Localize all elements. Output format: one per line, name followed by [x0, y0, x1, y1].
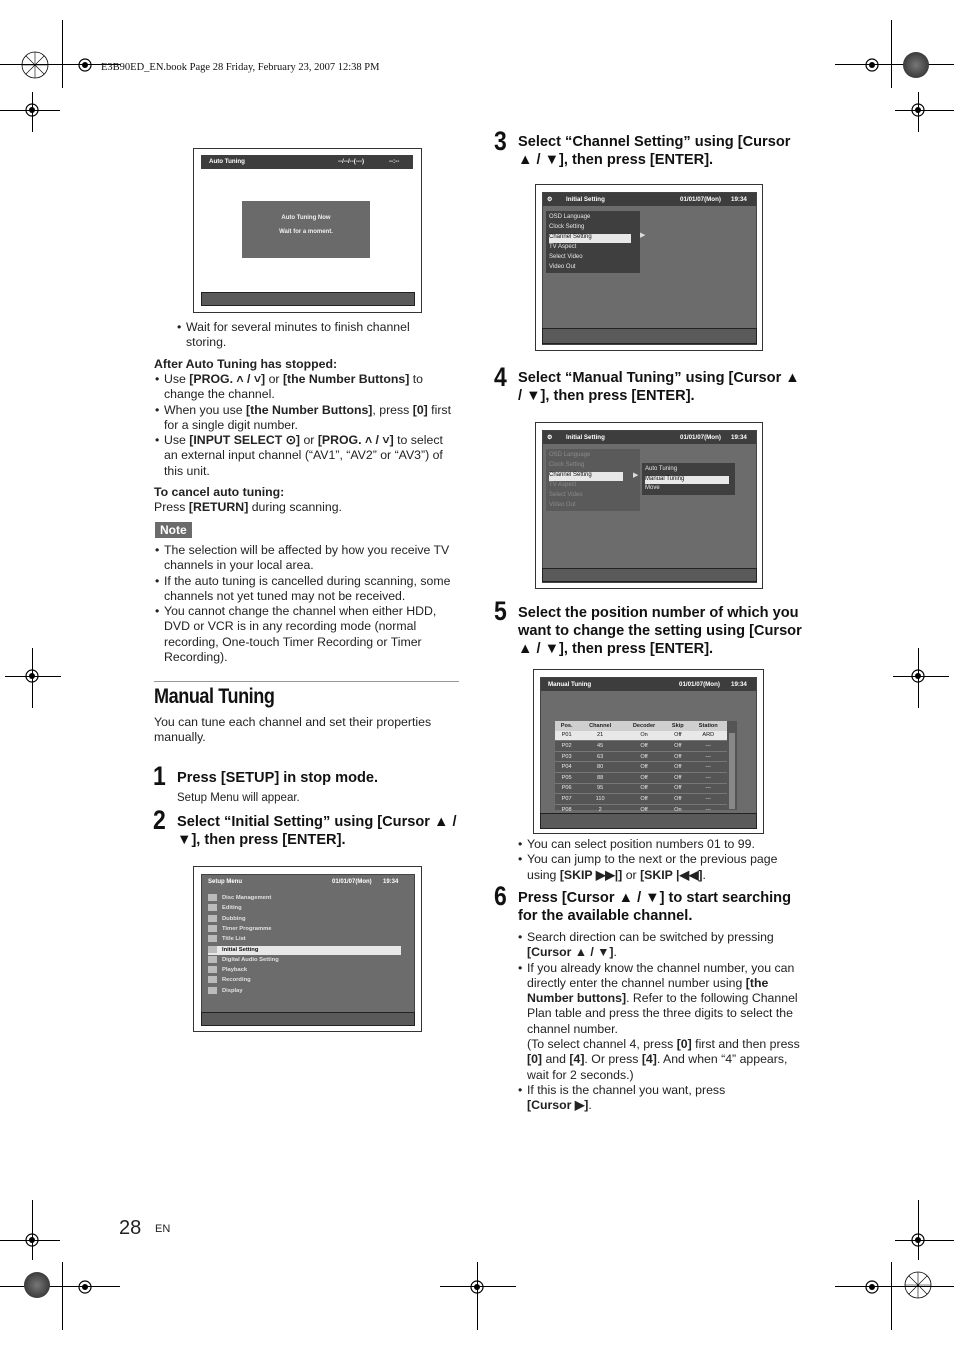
step-text: Select “Initial Setting” using [Cursor ▲ / ▼], then press [ENTER]. — [177, 814, 457, 848]
screen-time: --:-- — [389, 158, 400, 165]
screen-status-bar — [201, 1012, 415, 1026]
step-subtext: Setup Menu will appear. — [177, 792, 300, 804]
table-cell: Off — [640, 785, 648, 792]
message-box — [242, 201, 370, 258]
registration-target-icon — [70, 50, 100, 80]
table-header-cell: Channel — [589, 722, 612, 729]
step-number: 6 — [494, 881, 507, 911]
crop-mark — [835, 64, 954, 65]
screen-title-bar — [541, 678, 756, 691]
setup-menu-item[interactable] — [208, 915, 401, 924]
table-cell: --- — [705, 764, 712, 771]
registration-target-icon — [20, 50, 50, 80]
table-cell: P06 — [561, 785, 572, 792]
screen-status-bar — [542, 568, 757, 582]
table-cell: Off — [674, 795, 682, 802]
setup-menu-item-label: Display — [222, 987, 243, 994]
step5-notes — [518, 837, 808, 883]
after-list — [155, 372, 455, 479]
cancel-text: Press [RETURN] during scanning. — [154, 500, 342, 514]
table-cell: P07 — [561, 795, 572, 802]
registration-target-icon — [462, 1272, 492, 1302]
table-cell: 110 — [595, 795, 605, 802]
menu-item-icon — [208, 894, 217, 901]
registration-ball-icon — [24, 1272, 50, 1298]
menu-item-icon — [208, 915, 217, 922]
table-cell: P03 — [561, 753, 572, 760]
message-line-1: Auto Tuning Now — [281, 215, 331, 221]
table-header-cell: Pos. — [560, 722, 573, 729]
channel-submenu — [642, 463, 735, 495]
table-header-cell: Decoder — [632, 722, 656, 729]
table-header-cell: Station — [698, 722, 718, 729]
setup-menu-item-label: Title List — [222, 936, 246, 943]
table-cell: Off — [640, 795, 648, 802]
screen-status-bar — [542, 328, 757, 344]
step-number: 2 — [153, 805, 166, 835]
note-list — [155, 543, 460, 665]
screen-title: Setup Menu — [208, 879, 242, 885]
table-cell: Off — [640, 753, 648, 760]
menu-item[interactable]: Clock Setting — [549, 224, 585, 230]
table-cell: --- — [705, 753, 712, 760]
menu-item[interactable]: Video Out — [549, 502, 576, 508]
setup-menu-item[interactable] — [208, 935, 401, 944]
table-cell: Off — [640, 806, 648, 813]
table-cell: Off — [640, 764, 648, 771]
table-cell: Off — [640, 742, 648, 749]
step-number: 5 — [494, 596, 507, 626]
screen-title-bar — [543, 193, 756, 206]
screen-title: Initial Setting — [566, 196, 605, 203]
screen-time: 19:34 — [731, 434, 747, 441]
setup-menu-item-label: Disc Management — [222, 895, 272, 902]
menu-item[interactable]: OSD Language — [549, 452, 591, 458]
setup-menu-item-label: Playback — [222, 967, 248, 974]
table-cell: P02 — [561, 742, 572, 749]
table-cell: Off — [674, 753, 682, 760]
setup-menu-item[interactable] — [208, 966, 401, 975]
step-text: Press [SETUP] in stop mode. — [177, 770, 379, 786]
registration-target-icon — [903, 95, 933, 125]
auto-tuning-screen — [193, 148, 422, 313]
setup-menu-item[interactable] — [208, 976, 401, 985]
note-item: • If you already know the channel number, you can directly enter the channel number using [the Number buttons]. Refer to the following Channel Plan table and press the three digits to select the channel number. (To select channel 4, press [0] first and then press [0] and [4]. Or press [4]. And when “4” appears, wait for 2 seconds.) — [518, 961, 803, 1083]
setup-menu-item[interactable] — [208, 894, 401, 903]
screen-date: 01/01/07(Mon) — [680, 434, 721, 441]
crop-mark — [835, 1286, 954, 1287]
note-item: • The selection will be affected by how you receive TV channels in your local area. — [155, 543, 460, 574]
screen-title: Manual Tuning — [548, 681, 592, 688]
table-cell: P08 — [561, 806, 572, 813]
crop-mark — [891, 1262, 892, 1330]
menu-item[interactable]: OSD Language — [549, 214, 591, 220]
wait-note — [177, 320, 442, 351]
section-intro: You can tune each channel and set their properties manually. — [154, 715, 432, 745]
table-cell: P01 — [561, 732, 572, 739]
after-item: • When you use [the Number Buttons], press [0] first for a single digit number. — [155, 403, 455, 434]
table-header-row — [555, 721, 727, 731]
scrollbar[interactable] — [729, 733, 735, 809]
setup-menu-item-label: Initial Setting — [222, 946, 259, 953]
arrow-right-icon: ▶ — [640, 232, 646, 239]
menu-item[interactable]: Manual Tuning — [645, 476, 729, 485]
setup-menu-item[interactable] — [208, 956, 401, 965]
screen-title: Auto Tuning — [209, 158, 245, 165]
table-cell: Off — [674, 742, 682, 749]
table-row[interactable] — [555, 751, 727, 762]
initial-setting-screen — [535, 184, 763, 351]
screen-title-bar — [543, 431, 756, 444]
menu-item-icon — [208, 935, 217, 942]
registration-target-icon — [903, 661, 933, 691]
after-heading: After Auto Tuning has stopped: — [154, 357, 338, 371]
section-divider — [154, 681, 459, 682]
note-item: • You can select position numbers 01 to 99. — [518, 837, 808, 852]
table-cell: ARD — [702, 732, 715, 739]
channel-table-panel — [555, 721, 737, 813]
crop-mark — [891, 20, 892, 88]
setup-menu-item-label: Editing — [222, 905, 242, 912]
table-cell: Off — [674, 764, 682, 771]
language-code: EN — [155, 1223, 171, 1235]
registration-target-icon — [70, 1272, 100, 1302]
settings-icon: ⚙ — [547, 434, 553, 441]
table-cell: --- — [705, 785, 712, 792]
table-cell: 63 — [597, 753, 604, 760]
registration-ball-icon — [903, 52, 929, 78]
after-item: • Use [PROG. ˄ / ˅] or [the Number Buttons] to change the channel. — [155, 372, 455, 403]
table-cell: Off — [674, 774, 682, 781]
table-cell: On — [674, 806, 682, 813]
screen-date: 01/01/07(Mon) — [680, 196, 721, 203]
step-number: 4 — [494, 362, 507, 392]
note-item: • If the auto tuning is cancelled during scanning, some channels not yet tuned may not be received. — [155, 574, 460, 605]
table-cell: 2 — [598, 806, 602, 813]
menu-item[interactable]: Select Video — [549, 492, 583, 498]
screen-body — [540, 677, 757, 828]
registration-target-icon — [857, 50, 887, 80]
note-item: • If this is the channel you want, press [Cursor ▶]. — [518, 1083, 803, 1114]
menu-item-icon — [208, 904, 217, 911]
screen-body — [542, 430, 757, 583]
setup-menu-item[interactable] — [208, 946, 401, 955]
menu-item-icon — [208, 946, 217, 953]
table-cell: P04 — [561, 764, 572, 771]
table-cell: 80 — [597, 764, 604, 771]
settings-icon: ⚙ — [547, 196, 553, 203]
menu-item-icon — [208, 925, 217, 932]
menu-item[interactable]: Clock Setting — [549, 462, 585, 468]
screen-body — [201, 874, 415, 1025]
table-cell: P05 — [561, 774, 572, 781]
table-cell: --- — [705, 742, 712, 749]
note-label: Note — [155, 522, 192, 538]
step-text: Select “Manual Tuning” using [Cursor ▲ / ▼], then press [ENTER]. — [518, 370, 800, 404]
note-item: • Search direction can be switched by pressing [Cursor ▲ / ▼]. — [518, 930, 803, 961]
screen-body — [542, 192, 757, 345]
arrow-right-icon: ▶ — [633, 472, 639, 479]
step-text: Press [Cursor ▲ / ▼] to start searching for the available channel. — [518, 890, 791, 924]
table-row[interactable] — [555, 762, 727, 773]
table-cell: Off — [674, 785, 682, 792]
menu-item-icon — [208, 987, 217, 994]
setup-menu-item[interactable] — [208, 904, 401, 913]
after-item: • Use [INPUT SELECT ⊙] or [PROG. ˄ / ˅] to select an external input channel (“AV1”, “AV2” or “AV3”) of this unit. — [155, 433, 455, 479]
registration-target-icon — [903, 1225, 933, 1255]
setup-menu-item-label: Recording — [222, 977, 251, 984]
screen-date: 01/01/07(Mon) — [679, 681, 720, 688]
registration-target-icon — [17, 661, 47, 691]
table-cell: --- — [705, 795, 712, 802]
table-cell: Off — [640, 774, 648, 781]
registration-target-icon — [903, 1270, 933, 1300]
table-cell: 45 — [597, 742, 604, 749]
screen-date: 01/01/07(Mon) — [332, 879, 372, 885]
print-header: E3B90ED_EN.book Page 28 Friday, February 23, 2007 12:38 PM — [101, 62, 380, 73]
table-cell: Off — [674, 732, 682, 739]
settings-menu — [546, 449, 640, 511]
table-cell: On — [640, 732, 648, 739]
menu-item[interactable]: Select Video — [549, 254, 583, 260]
setup-menu-item-label: Dubbing — [222, 915, 246, 922]
screen-time: 19:34 — [731, 681, 747, 688]
step-number: 1 — [153, 761, 166, 791]
note-item: • You can jump to the next or the previous page using [SKIP ▶▶|] or [SKIP |◀◀]. — [518, 852, 808, 883]
menu-item-icon — [208, 966, 217, 973]
channel-setting-screen — [535, 422, 763, 589]
table-cell: --- — [705, 774, 712, 781]
table-row[interactable] — [555, 741, 727, 752]
screen-title-bar — [201, 155, 413, 169]
table-cell: 95 — [597, 785, 604, 792]
menu-item-icon — [208, 976, 217, 983]
setup-menu-item-label: Digital Audio Setting — [222, 956, 279, 963]
wait-bullet: • Wait for several minutes to finish channel storing. — [177, 320, 442, 351]
menu-item[interactable]: Move — [645, 485, 660, 491]
table-row[interactable] — [555, 772, 727, 783]
menu-item[interactable]: TV Aspect — [549, 482, 577, 488]
step-text: Select the position number of which you want to change the setting using [Cursor ▲ / ▼], then press [ENTER]. — [518, 605, 802, 657]
crop-mark — [0, 1286, 120, 1287]
table-header-cell: Skip — [671, 722, 684, 729]
table-cell: --- — [705, 806, 712, 813]
step-text: Select “Channel Setting” using [Cursor ▲ / ▼], then press [ENTER]. — [518, 134, 791, 168]
section-title: Manual Tuning — [154, 685, 275, 708]
menu-item-icon — [208, 956, 217, 963]
menu-item[interactable]: Channel Setting — [549, 234, 631, 243]
crop-mark — [62, 1262, 63, 1330]
setup-menu-item[interactable] — [208, 925, 401, 934]
step6-notes — [518, 930, 803, 1114]
table-row[interactable] — [555, 783, 727, 794]
step-number: 3 — [494, 126, 507, 156]
registration-target-icon — [857, 1272, 887, 1302]
table-row[interactable] — [555, 731, 727, 741]
crop-mark — [62, 20, 63, 88]
screen-status-bar — [540, 813, 757, 829]
table-cell: 88 — [597, 774, 604, 781]
message-line-2: Wait for a moment. — [279, 229, 333, 235]
menu-item[interactable]: Channel Setting — [549, 472, 623, 481]
channel-table — [555, 721, 727, 814]
table-cell: 21 — [597, 732, 604, 739]
screen-status-bar — [201, 292, 415, 306]
setup-menu-item[interactable] — [208, 987, 401, 996]
page-number: 28 — [119, 1217, 142, 1239]
screen-title: Initial Setting — [566, 434, 605, 441]
menu-item[interactable]: Auto Tuning — [645, 466, 678, 472]
menu-item[interactable]: Video Out — [549, 264, 576, 270]
registration-target-icon — [17, 1225, 47, 1255]
screen-time: 19:34 — [731, 196, 747, 203]
table-row[interactable] — [555, 794, 727, 805]
registration-target-icon — [17, 95, 47, 125]
cancel-heading: To cancel auto tuning: — [154, 485, 285, 499]
setup-menu-screen — [193, 866, 422, 1032]
manual-tuning-screen — [533, 669, 764, 834]
settings-menu — [546, 211, 640, 273]
note-item: • You cannot change the channel when either HDD, DVD or VCR is in any recording mode (normal recording, One-touch Timer Recording or Timer Recording). — [155, 604, 460, 665]
screen-time: 19:34 — [383, 879, 399, 885]
screen-date: --/--/--(---) — [338, 158, 365, 165]
setup-menu-item-label: Timer Programme — [222, 925, 272, 932]
menu-item[interactable]: TV Aspect — [549, 244, 577, 250]
